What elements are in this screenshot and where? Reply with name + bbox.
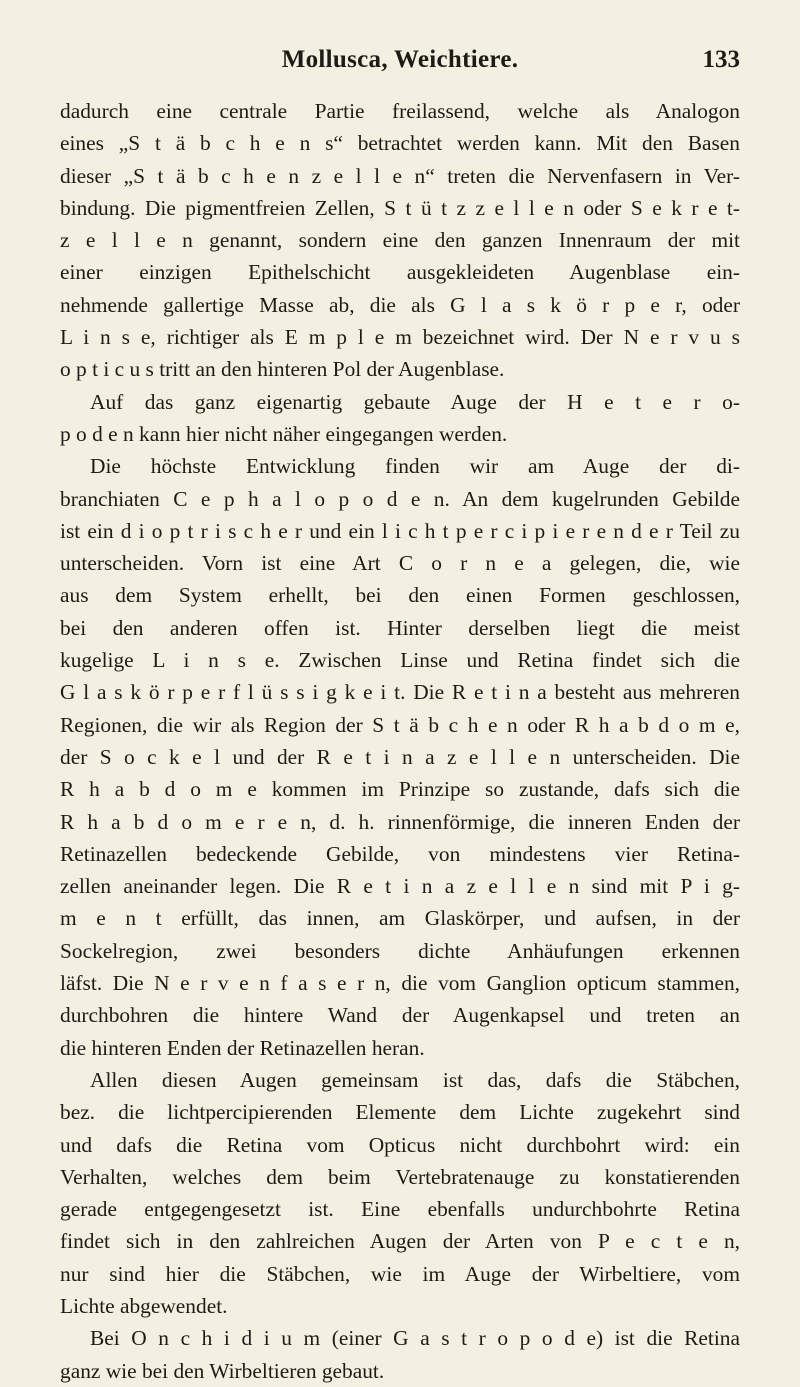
text-line: Allen diesen Augen gemeinsam ist das, dafs die Stäbchen, [90,1067,740,1092]
text-line: Die höchste Entwicklung finden wir am Auge der di- [90,454,740,479]
text-line: nur sind hier die Stäbchen, wie im Auge der Wirbeltiere, vom [60,1261,740,1286]
page-header [60,44,740,84]
text-line: G l a s k ö r p e r f l ü s s i g k e i t. Die R e t i n a besteht aus mehreren [60,680,740,705]
text-line: Retinazellen bedeckende Gebilde, von mindestens vier Retina- [60,841,740,866]
text-line: branchiaten C e p h a l o p o d e n. An dem kugelrunden Gebilde [60,486,740,511]
page-number: 133 [702,46,740,73]
text-line: Lichte abgewendet. [60,1293,228,1318]
text-line: Auf das ganz eigenartig gebaute Auge der H e t e r o- [90,389,740,414]
text-line: Verhalten, welches dem beim Vertebratenauge zu konstatierenden [60,1164,740,1189]
text-line: gerade entgegengesetzt ist. Eine ebenfalls undurchbohrte Retina [60,1197,740,1222]
text-line: findet sich in den zahlreichen Augen der Arten von P e c t e n, [60,1229,740,1254]
text-line: und dafs die Retina vom Opticus nicht durchbohrt wird: ein [60,1132,740,1157]
text-line: läfst. Die N e r v e n f a s e r n, die vom Ganglion opticum stammen, [60,971,740,996]
text-line: durchbohren die hintere Wand der Augenkapsel und treten an [60,1003,740,1028]
text-line: einer einzigen Epithelschicht ausgekleideten Augenblase ein- [60,260,740,285]
paragraph [60,95,740,386]
paragraph [60,450,740,1064]
body-text [60,95,740,1387]
running-title: Mollusca, Weichtiere. [281,46,519,73]
text-line: bei den anderen offen ist. Hinter derselben liegt die meist [60,615,740,640]
text-line: p o d e n kann hier nicht näher eingegangen werden. [60,421,508,446]
text-line: bez. die lichtpercipierenden Elemente dem Lichte zugekehrt sind [60,1100,740,1125]
text-line: ist ein d i o p t r i s c h e r und ein l i c h t p e r c i p i e r e n d e r Teil zu [60,518,740,543]
paragraph [60,1064,740,1322]
text-line: dieser „S t ä b c h e n z e l l e n“ treten die Nervenfasern in Ver- [60,163,740,188]
text-line: der S o c k e l und der R e t i n a z e l l e n unterscheiden. Die [60,744,740,769]
text-line: eines „S t ä b c h e n s“ betrachtet werden kann. Mit den Basen [60,131,740,156]
paragraph [60,1322,740,1387]
text-line: die hinteren Enden der Retinazellen heran. [60,1035,425,1060]
text-line: L i n s e, richtiger als E m p l e m bezeichnet wird. Der N e r v u s [60,325,740,350]
text-line: o p t i c u s tritt an den hinteren Pol der Augenblase. [60,357,505,382]
text-line: kugelige L i n s e. Zwischen Linse und Retina findet sich die [60,648,740,673]
text-line: Bei O n c h i d i u m (einer G a s t r o p o d e) ist die Retina [90,1326,740,1351]
text-line: Regionen, die wir als Region der S t ä b c h e n oder R h a b d o m e, [60,712,740,737]
text-line: m e n t erfüllt, das innen, am Glaskörper, und aufsen, in der [60,906,740,931]
text-line: ganz wie bei den Wirbeltieren gebaut. [60,1358,385,1383]
text-line: Sockelregion, zwei besonders dichte Anhäufungen erkennen [60,938,740,963]
text-line: nehmende gallertige Masse ab, die als G l a s k ö r p e r, oder [60,292,740,317]
paragraph [60,386,740,451]
text-line: z e l l e n genannt, sondern eine den ganzen Innenraum der mit [60,228,740,253]
text-line: R h a b d o m e r e n, d. h. rinnenförmige, die inneren Enden der [60,809,740,834]
text-line: R h a b d o m e kommen im Prinzipe so zustande, dafs sich die [60,777,740,802]
text-line: dadurch eine centrale Partie freilassend, welche als Analogon [60,99,740,123]
text-line: zellen aneinander legen. Die R e t i n a z e l l e n sind mit P i g- [60,874,740,899]
text-line: aus dem System erhellt, bei den einen Formen geschlossen, [60,583,740,608]
text-line: unterscheiden. Vorn ist eine Art C o r n e a gelegen, die, wie [60,551,740,576]
text-line: bindung. Die pigmentfreien Zellen, S t ü t z z e l l e n oder S e k r e t- [60,195,740,220]
